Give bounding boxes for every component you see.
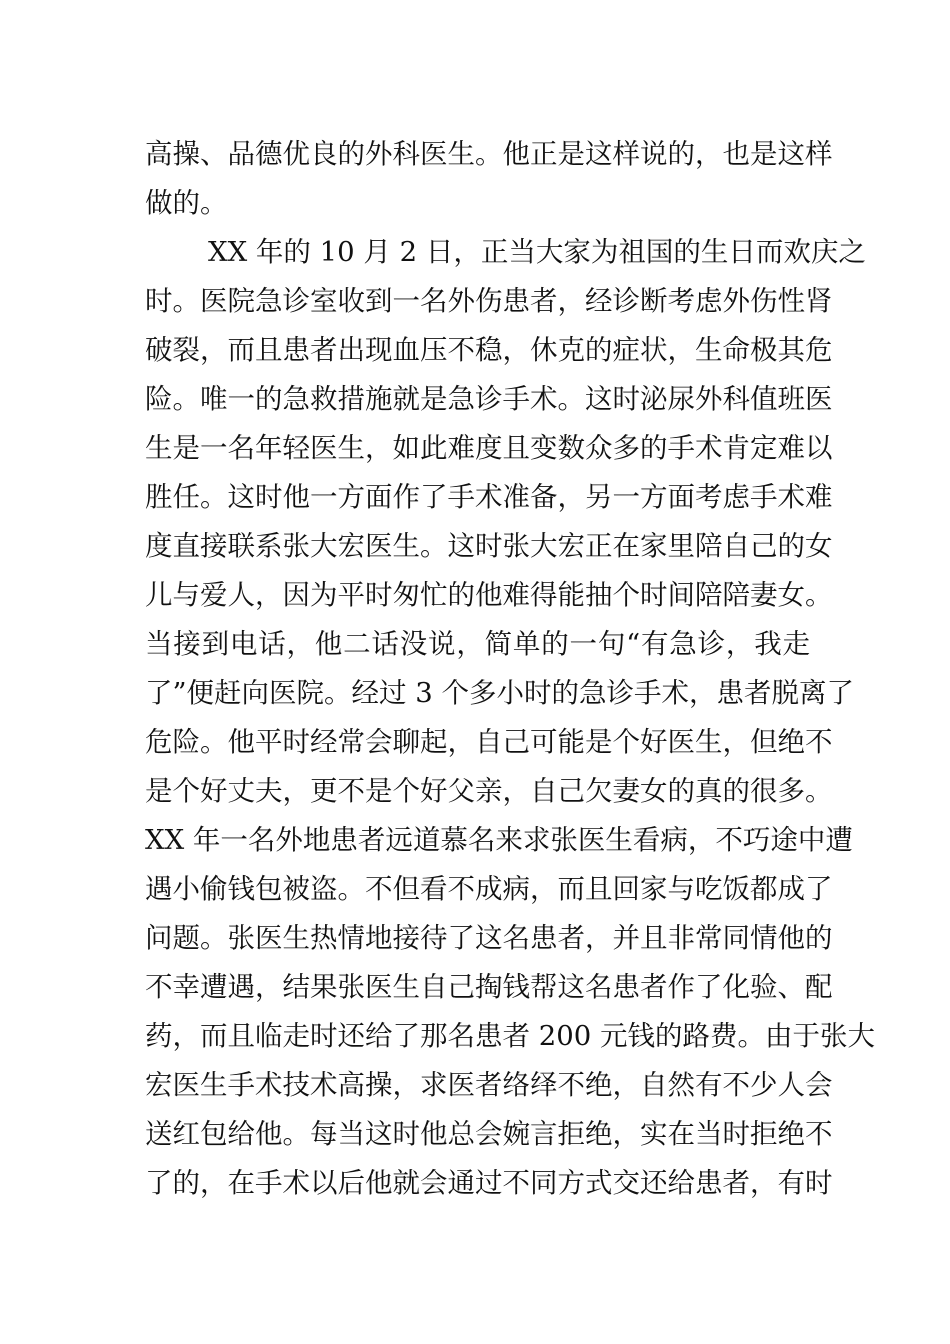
text-line: 胜任。这时他一方面作了手术准备，另一方面考虑手术难 [145, 481, 833, 513]
text-line: 破裂，而且患者出现血压不稳，休克的症状，生命极其危 [145, 334, 833, 366]
text-line: 不幸遭遇，结果张医生自己掏钱帮这名患者作了化验、配 [145, 971, 833, 1003]
text-line: 了”便赶向医院。经过 3 个多小时的急诊手术，患者脱离了 [145, 677, 855, 709]
text-line: 送红包给他。每当这时他总会婉言拒绝，实在当时拒绝不 [145, 1118, 833, 1150]
text-line: 险。唯一的急救措施就是急诊手术。这时泌尿外科值班医 [145, 383, 833, 415]
text-line: 宏医生手术技术高操，求医者络绎不绝，自然有不少人会 [145, 1069, 833, 1101]
text-line: XX 年一名外地患者远道慕名来求张医生看病，不巧途中遭 [145, 824, 853, 856]
text-line: 了的，在手术以后他就会通过不同方式交还给患者，有时 [145, 1167, 833, 1199]
text-line: 是个好丈夫，更不是个好父亲，自己欠妻女的真的很多。 [145, 775, 833, 807]
text-line: 儿与爱人，因为平时匆忙的他难得能抽个时间陪陪妻女。 [145, 579, 833, 611]
text-line: 危险。他平时经常会聊起，自己可能是个好医生，但绝不 [145, 726, 833, 758]
text-line: 做的。 [145, 187, 228, 219]
paragraph-first-line: XX 年的 10 月 2 日，正当大家为祖国的生日而欢庆之 [208, 236, 866, 268]
text-line: 药，而且临走时还给了那名患者 200 元钱的路费。由于张大 [145, 1020, 875, 1052]
text-line: 度直接联系张大宏医生。这时张大宏正在家里陪自己的女 [145, 530, 833, 562]
text-line: 问题。张医生热情地接待了这名患者，并且非常同情他的 [145, 922, 833, 954]
text-line: 当接到电话，他二话没说，简单的一句“有急诊，我走 [145, 628, 810, 660]
text-line: 时。医院急诊室收到一名外伤患者，经诊断考虑外伤性肾 [145, 285, 833, 317]
text-line: 高操、品德优良的外科医生。他正是这样说的，也是这样 [145, 138, 833, 170]
text-line: 遇小偷钱包被盗。不但看不成病，而且回家与吃饭都成了 [145, 873, 833, 905]
body-text [145, 130, 875, 1208]
text-line: 生是一名年轻医生，如此难度且变数众多的手术肯定难以 [145, 432, 833, 464]
